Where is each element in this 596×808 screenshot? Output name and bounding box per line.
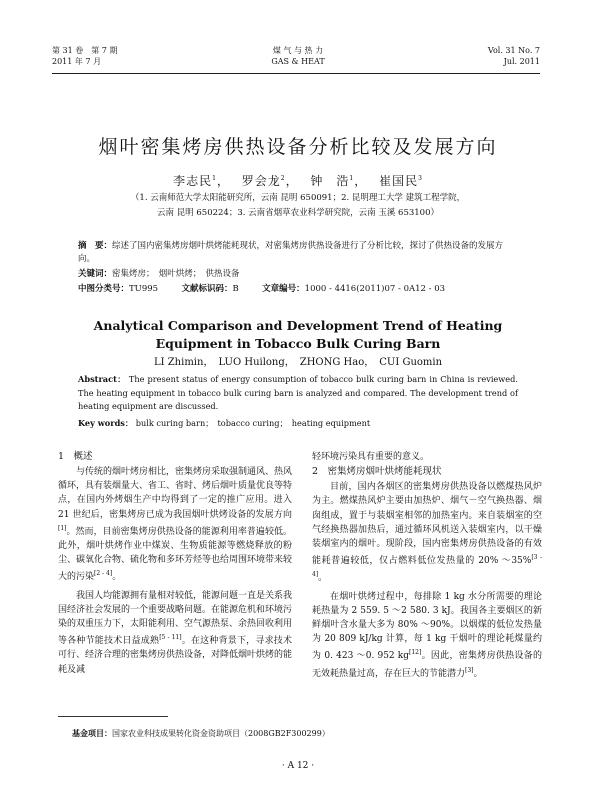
funding-label: 基金项目： <box>72 728 112 738</box>
author-1-affil: 1 <box>212 175 217 182</box>
abstract-en-text: The present status of energy consumption of tobacco bulk curing barn in China is reviewed. The heating equipment in tobacco bulk curing barn is analyzed and compared. The development trend of heating equipment are discussed. <box>78 374 518 411</box>
abstract-cn-text: 综述了国内密集烤房烟叶烘烤能耗现状，对密集烤房供热设备进行了分析比较，探讨了供热设备的发展方向。 <box>78 241 504 264</box>
section-2-heading: 2 密集烤房烟叶烘烤能耗现状 <box>312 466 442 478</box>
author-2: 罗会龙 <box>241 174 281 188</box>
title-en-line-2: Equipment in Tobacco Bulk Curing Barn <box>155 336 441 351</box>
keywords-cn-label: 关键词： <box>78 269 113 279</box>
volume-issue: 第 31 卷 第 7 期 <box>52 46 118 55</box>
funding-footnote <box>72 728 330 739</box>
author-3-affil: 1 <box>349 175 355 182</box>
author-2-affil: 2 <box>280 175 286 182</box>
section-1-paragraph-2: 我国人均能源拥有量相对较低，能源问题一直是关系我国经济社会发展的一个重要战略问题。在能源危机和环境污染的双重压力下，太阳能利用、空气源热泵、余热回收利用等各种节能技术日益成熟[5 - 11]。在这种背景下，寻求技术可行、经济合理的密集烤房供热设备，对降低烟叶烘烤的能耗及减 <box>58 590 293 675</box>
keywords-en-text: bulk curing barn； tobacco curing； heating equipment <box>135 418 371 428</box>
funding-text: 国家农业科技成果转化资金资助项目（2008GB2F300299） <box>112 729 330 738</box>
abstract-en <box>78 373 518 414</box>
citation: [5 - 11] <box>159 634 182 642</box>
title-cn: 烟叶密集烤房供热设备分析比较及发展方向 <box>98 136 498 158</box>
classification-line <box>78 283 518 296</box>
running-header-right <box>488 45 540 67</box>
authors-cn: 李志民$^1$， 罗会龙$^2$， 钟 浩$^1$， 崔国民$^3$ <box>173 174 423 188</box>
abstract-en-label: Abstract： <box>78 374 126 384</box>
abstract-cn <box>78 240 518 266</box>
section-2-paragraph-2: 在烟叶烘烤过程中，每排除 1 kg 水分所需要的理论耗热量为 2 559. 5 ～2 580. 3 kJ。我国各主要烟区的新鲜烟叶含水量大多为 80% ～90%。以烟煤的低位发热量为 20 809 kJ/kg 计算，每 1 kg 干烟叶的理论耗煤量约为 0. 423 ～0. 952 kg[12]。因此，密集烤房供热设备的无效耗热量过高，存在巨大的节能潜力[3]。 <box>312 591 542 679</box>
article-no-value: 1000 - 4416(2011)07 - 0A12 - 03 <box>304 284 446 294</box>
citation: [3] <box>465 666 474 674</box>
citation: [12] <box>409 649 422 657</box>
affiliation-line-1: （1. 云南师范大学太阳能研究所，云南 昆明 650091；2. 昆明理工大学 建筑工程学院， <box>130 193 466 203</box>
citation: [2 - 4] <box>94 570 113 578</box>
author-3: 钟 浩 <box>310 174 350 188</box>
header-rule <box>52 73 540 74</box>
journal-name-cn: 煤 气 与 热 力 <box>272 46 324 55</box>
publication-date: 2011 年 7 月 <box>52 57 102 66</box>
article-no-label: 文章编号： <box>262 284 305 294</box>
footnote-rule <box>58 716 168 717</box>
clc-value: TU995 <box>129 284 159 294</box>
page-number: · A 12 · <box>281 761 315 771</box>
keywords-cn <box>78 268 518 281</box>
author-4: 崔国民 <box>379 174 419 188</box>
volume-issue-en: Vol. 31 No. 7 <box>487 46 540 55</box>
keywords-cn-text: 密集烤房； 烟叶烘烤； 供热设备 <box>112 269 240 279</box>
author-4-affil: 3 <box>418 175 423 182</box>
author-1: 李志民 <box>173 174 213 188</box>
authors-en: LI Zhimin， LUO Huilong， ZHONG Hao， CUI Guomin <box>153 357 443 368</box>
keywords-en-label: Key words： <box>78 418 134 428</box>
journal-name-en: GAS & HEAT <box>271 57 325 66</box>
right-column <box>312 450 542 681</box>
clc-label: 中图分类号： <box>78 284 130 294</box>
citation: [3 - 4] <box>312 554 543 579</box>
affiliation-line-2: 云南 昆明 650224；3. 云南省烟草农业科学研究院，云南 玉溪 653100） <box>156 208 440 218</box>
title-en-line-1: Analytical Comparison and Development Trend of Heating <box>93 318 503 333</box>
doc-code-label: 文献标识码： <box>181 284 233 294</box>
section-1-paragraph-1: 与传统的烟叶烤房相比，密集烤房采取强制通风、热风循环，具有装烟量大、省工、省时、烤后烟叶质量优良等特点，在国内外烤烟生产中均得到了一定的推广应用。进入 21 世纪后，密集烤房已成为我国烟叶烘烤设备的发展方向[1]。然而，目前密集烤房供热设备的能源利用率普遍较低。此外，烟叶烘烤作业中煤炭、生物质能源等燃烧释放的粉尘、碳氧化合物、硫化物和多环芳烃等也给周围环境带来较大的污染[2 - 4]。 <box>58 467 293 583</box>
section-2-paragraph-1: 目前，国内各烟区的密集烤房供热设备以燃煤热风炉为主。燃煤热风炉主要由加热炉、烟气－空气换热器、烟囱组成，置于与装烟室相邻的加热室内。来自装烟室的空气经换热器加热后，通过循环风机送入装烟室内，以干燥装烟室内的烟叶。现阶段，国内密集烤房供热设备的有效能耗普遍较低，仅占燃料低位发热量的 20% ～35%[3 - 4]。 <box>312 482 543 584</box>
section-1-continuation: 轻环境污染具有重要的意义。 <box>312 452 430 462</box>
abstract-cn-label: 摘 要： <box>78 241 113 251</box>
publication-date-en: Jul. 2011 <box>503 57 540 66</box>
doc-code-value: B <box>232 284 239 294</box>
section-1-heading: 1 概述 <box>58 451 93 462</box>
keywords-en <box>78 417 518 430</box>
citation: [1] <box>58 524 67 532</box>
title-en <box>0 317 596 353</box>
left-column <box>58 450 292 677</box>
